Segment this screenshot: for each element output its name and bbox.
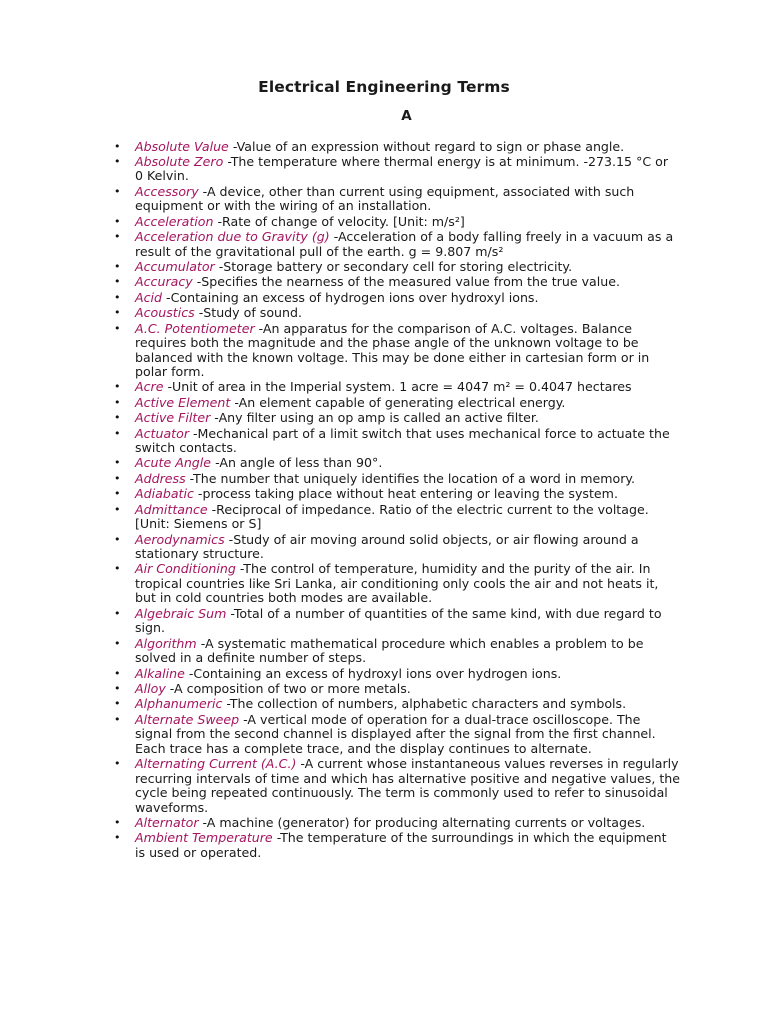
glossary-definition: -Study of air moving around solid objects, or air flowing around a stationary structure. (135, 531, 639, 562)
glossary-entry (0, 816, 680, 831)
glossary-definition: -A current whose instantaneous values reverses in regularly recurring intervals of time and which has alternative positive and negative values, the cycle being repeated continuously. The term is commonly used to refer to sinusoidal waveforms. (135, 756, 681, 815)
glossary-entry (0, 713, 680, 757)
glossary-entry (0, 456, 680, 471)
glossary-entry (0, 140, 680, 155)
glossary-term: Acute Angle (135, 455, 212, 471)
terms-list (0, 140, 768, 862)
glossary-entry (0, 411, 680, 426)
glossary-definition: -The temperature of the surroundings in which the equipment is used or operated. (135, 830, 667, 860)
glossary-entry (0, 396, 680, 411)
glossary-entry (0, 380, 680, 395)
glossary-definition: -process taking place without heat entering or leaving the system. (193, 486, 618, 502)
glossary-term: Actuator (135, 425, 189, 441)
glossary-term: Accumulator (135, 258, 215, 274)
glossary-term: Address (135, 470, 186, 486)
glossary-term: Ambient Temperature (135, 830, 273, 846)
glossary-term: Acceleration (135, 213, 214, 229)
glossary-entry (0, 215, 680, 230)
glossary-term: Acoustics (135, 305, 195, 321)
glossary-entry (0, 306, 680, 321)
glossary-definition: -Rate of change of velocity. [Unit: m/s²] (213, 213, 465, 229)
glossary-entry (0, 637, 680, 666)
glossary-term: Alternate Sweep (135, 711, 240, 727)
glossary-term: Admittance (135, 501, 208, 517)
glossary-term: Accuracy (135, 274, 193, 290)
glossary-definition: -A device, other than current using equipment, associated with such equipment or with the wiring of an installation. (135, 183, 635, 214)
glossary-entry (0, 291, 680, 306)
glossary-entry (0, 487, 680, 502)
glossary-term: Absolute Value (135, 138, 229, 154)
glossary-definition: -Unit of area in the Imperial system. 1 acre = 4047 m² = 0.4047 hectares (163, 379, 632, 395)
glossary-definition: -A machine (generator) for producing alternating currents or voltages. (198, 815, 646, 831)
document-title: Electrical Engineering Terms (258, 78, 510, 96)
glossary-definition: -Acceleration of a body falling freely in a vacuum as a result of the gravitational pull of the earth. g = 9.807 m/s² (135, 229, 674, 259)
glossary-definition: -Mechanical part of a limit switch that uses mechanical force to actuate the switch contacts. (135, 425, 670, 456)
glossary-entry (0, 260, 680, 275)
glossary-definition: -The control of temperature, humidity and the purity of the air. In tropical countries like Sri Lanka, air conditioning only cools the air and not heats it, but in cold countries both modes are available. (135, 561, 659, 606)
glossary-term: Aerodynamics (135, 531, 225, 547)
glossary-entry (0, 562, 680, 606)
glossary-entry (0, 697, 680, 712)
glossary-definition: -Containing an excess of hydrogen ions over hydroxyl ions. (162, 289, 539, 305)
glossary-definition: -An element capable of generating electrical energy. (230, 394, 566, 410)
glossary-definition: -Total of a number of quantities of the same kind, with due regard to sign. (135, 605, 662, 636)
glossary-entry (0, 607, 680, 636)
glossary-definition: -The collection of numbers, alphabetic characters and symbols. (222, 696, 627, 712)
glossary-definition: -A vertical mode of operation for a dual-trace oscilloscope. The signal from the second channel is displayed after the signal from the first channel. Each trace has a complete trace, and the display continues to alternate. (135, 711, 656, 756)
glossary-definition: -Storage battery or secondary cell for storing electricity. (214, 258, 573, 274)
glossary-term: Alternator (135, 815, 199, 831)
glossary-definition: -Any filter using an op amp is called an active filter. (210, 410, 539, 426)
glossary-definition: -Value of an expression without regard to sign or phase angle. (228, 138, 625, 154)
glossary-definition: -A composition of two or more metals. (165, 680, 411, 696)
glossary-definition: -Containing an excess of hydroxyl ions over hydrogen ions. (184, 665, 562, 681)
glossary-entry (0, 757, 680, 815)
glossary-entry (0, 427, 680, 456)
glossary-definition: -Specifies the nearness of the measured value from the true value. (192, 274, 620, 290)
glossary-entry (0, 533, 680, 562)
glossary-entry (0, 667, 680, 682)
glossary-entry (0, 230, 680, 259)
glossary-term: Algorithm (135, 635, 197, 651)
glossary-definition: -An angle of less than 90°. (211, 455, 383, 471)
glossary-term: A.C. Potentiometer (135, 320, 255, 336)
glossary-entry (0, 275, 680, 290)
glossary-definition: -A systematic mathematical procedure which enables a problem to be solved in a definite number of steps. (135, 635, 644, 666)
glossary-term: Adiabatic (135, 486, 194, 502)
glossary-term: Alphanumeric (135, 696, 223, 712)
glossary-entry (0, 831, 680, 860)
glossary-term: Algebraic Sum (135, 605, 227, 621)
glossary-term: Active Element (135, 394, 231, 410)
glossary-entry (0, 155, 680, 184)
glossary-definition: -Reciprocal of impedance. Ratio of the electric current to the voltage. [Unit: Siemens or S] (135, 501, 649, 532)
glossary-definition: -An apparatus for the comparison of A.C. voltages. Balance requires both the magnitude and the phase angle of the unknown voltage to be balanced with the known voltage. This may be done either in cartesian form or in polar form. (135, 320, 650, 380)
glossary-term: Alloy (135, 680, 166, 696)
glossary-entry (0, 472, 680, 487)
glossary-term: Active Filter (135, 410, 211, 426)
glossary-term: Alternating Current (A.C.) (135, 756, 297, 772)
glossary-entry (0, 503, 680, 532)
glossary-term: Air Conditioning (135, 561, 236, 577)
glossary-definition: -The temperature where thermal energy is at minimum. -273.15 °C or 0 Kelvin. (135, 153, 669, 184)
glossary-term: Alkaline (135, 665, 185, 681)
glossary-entry (0, 185, 680, 214)
glossary-definition: -The number that uniquely identifies the location of a word in memory. (185, 470, 636, 486)
glossary-term: Accessory (135, 183, 199, 199)
glossary-term: Absolute Zero (135, 153, 224, 169)
glossary-term: Acre (135, 379, 164, 395)
glossary-entry (0, 322, 680, 380)
glossary-definition: -Study of sound. (194, 305, 302, 321)
glossary-term: Acid (135, 289, 163, 305)
glossary-entry (0, 682, 680, 697)
glossary-term: Acceleration due to Gravity (g) (135, 229, 330, 245)
section-letter-heading: A (401, 108, 412, 124)
